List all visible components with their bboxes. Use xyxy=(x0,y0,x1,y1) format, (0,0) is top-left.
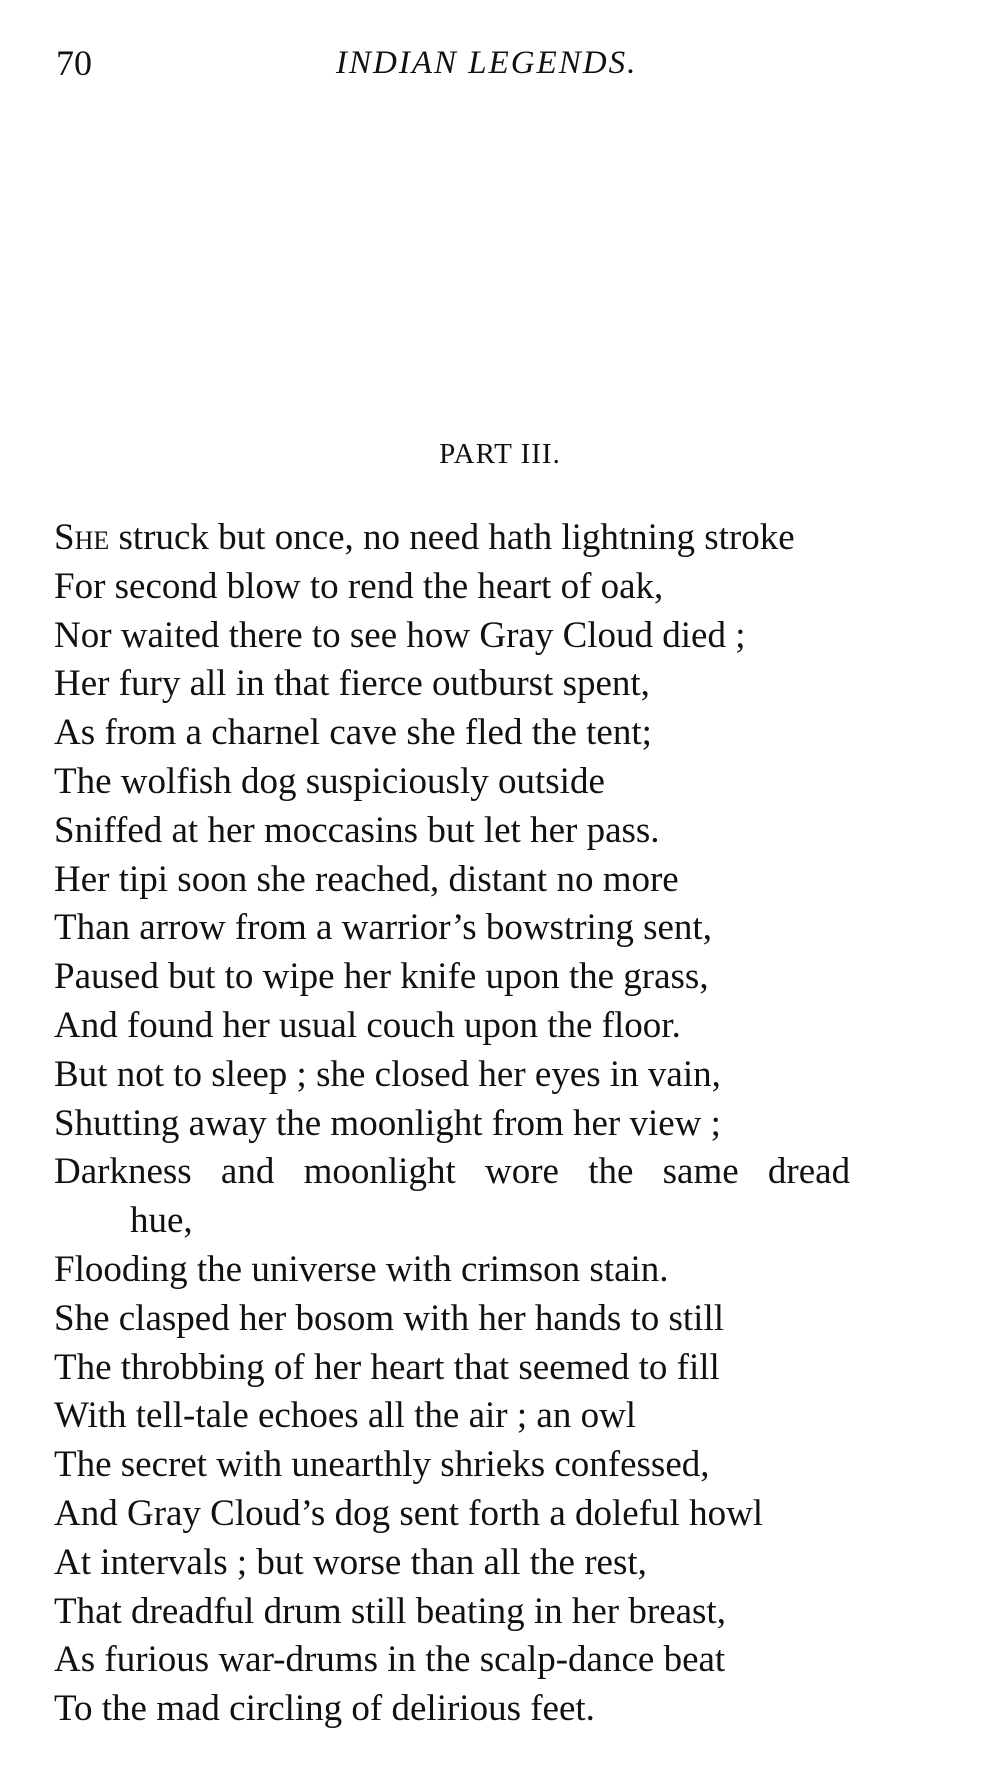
poem-line: But not to sleep ; she closed her eyes in vain, xyxy=(54,1053,721,1095)
poem-line: To the mad circling of delirious feet. xyxy=(54,1688,595,1730)
book-title: INDIAN LEGENDS. xyxy=(336,45,638,81)
poem-line-text: struck but once, no need hath lightning stroke xyxy=(109,517,795,558)
part-heading: PART III. xyxy=(439,438,561,470)
poem-line: For second blow to rend the heart of oak, xyxy=(54,565,664,607)
page-number: 70 xyxy=(56,43,92,83)
poem-line: As furious war-drums in the scalp-dance beat xyxy=(54,1639,726,1681)
poem-line: And found her usual couch upon the floor. xyxy=(54,1004,681,1046)
poem-line: Her tipi soon she reached, distant no more xyxy=(54,858,679,900)
poem-line: She clasped her bosom with her hands to still xyxy=(54,1297,725,1339)
poem-line: Than arrow from a warrior’s bowstring sent, xyxy=(54,907,712,949)
poem-line: With tell-tale echoes all the air ; an owl xyxy=(54,1395,637,1437)
poem-line: That dreadful drum still beating in her breast, xyxy=(54,1590,726,1632)
poem-line: Sniffed at her moccasins but let her pass. xyxy=(54,809,660,851)
poem-text xyxy=(54,514,954,1734)
poem-line: The secret with unearthly shrieks confessed, xyxy=(54,1444,710,1486)
poem-line: As from a charnel cave she fled the tent; xyxy=(54,712,652,754)
poem-line: Paused but to wipe her knife upon the grass, xyxy=(54,956,709,998)
poem-line: The throbbing of her heart that seemed to fill xyxy=(54,1346,720,1388)
poem-line: Darkness and moonlight wore the same dread xyxy=(54,1151,851,1193)
poem-line: And Gray Cloud’s dog sent forth a doleful howl xyxy=(54,1492,764,1534)
poem-line: Nor waited there to see how Gray Cloud died ; xyxy=(54,614,746,656)
poem-line: Flooding the universe with crimson stain. xyxy=(54,1248,669,1290)
poem-line xyxy=(54,514,954,563)
poem-line: Shutting away the moonlight from her view ; xyxy=(54,1102,721,1144)
poem-line-continuation: hue, xyxy=(130,1200,193,1242)
poem-line: Her fury all in that fierce outburst spent, xyxy=(54,663,650,705)
poem-line: The wolfish dog suspiciously outside xyxy=(54,760,605,802)
running-head xyxy=(56,38,956,88)
poem-line: At intervals ; but worse than all the rest, xyxy=(54,1541,647,1583)
opening-word: She xyxy=(54,517,110,558)
